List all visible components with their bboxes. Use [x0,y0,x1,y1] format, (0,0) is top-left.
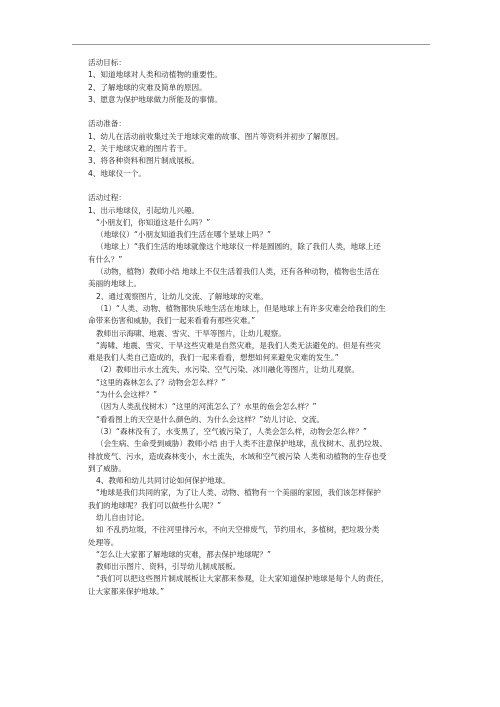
prep-item: 1、幼儿在活动前收集过关于地球灾难的故事、图片等资料并初步了解原因。 [88,131,344,141]
process-line: （动物，植物）教师小结 地球上不仅生活着我们人类，还有各种动物，植物也生活在 [96,267,380,277]
process-line: 教师出示海啸、地震、雪灾、干旱等图片，让幼儿观察。 [96,328,286,338]
process-line: “为什么会这样？” [96,390,158,400]
process-line: （1）“人类、动物、植物都快乐地生活在地球上，但是地球上有许多灾难会给我们的生 [96,303,386,313]
header-rule [72,44,430,45]
process-line: 4、教师和幼儿共同讨论如何保护地球。 [96,476,230,486]
process-line: 排放废气、污水，造成森林变小，水土流失，水域和空气被污染 人类和动植物的生存也受 [88,451,387,461]
goal-item: 1、知道地球对人类和动植物的重要性。 [88,70,222,80]
prep-item: 3、将各种资料和图片制成展板。 [88,156,200,166]
process-line: 到了威胁。 [88,463,126,473]
spacer [88,180,428,192]
spacer [88,106,428,118]
process-line: 如 不乱扔垃圾，不往河里排污水，不向天空排废气，节约用水，多植树，把垃圾分类 [96,525,380,535]
process-line: “怎么让大家都了解地球的灾难，都去保护地球呢？” [96,549,271,559]
process-line: （地球上）“我们生活的地球就像这个地球仪一样是圆圆的，除了我们人类，地球上还 [96,242,381,252]
process-line: “这里的森林怎么了？动物会怎么样？” [96,377,226,387]
process-line: 让大家都来保护地球。” [88,586,165,596]
goals-heading: 活动目标： [88,58,126,67]
process-heading: 活动过程： [88,193,126,203]
process-line: 命带来伤害和威胁，我们一起来看看有那些灾难。” [88,316,256,326]
process-line: 幼儿自由讨论。 [96,512,150,522]
document-body [88,57,428,598]
process-line: “小朋友们，你知道这是什么吗？” [96,217,211,227]
process-line: （2）教师出示水土流失、水污染、空气污染、冰川融化等图片，让幼儿观察。 [96,365,360,375]
process-line: “海啸、地震、雪灾、干旱这些灾难是自然灾难，是我们人类无法避免的。但是有些灾 [96,340,381,350]
process-line: 教师出示图片、资料，引导幼儿制成展板。 [96,562,241,572]
process-line: 难是我们人类自己造成的，我们一起来看看，想想如何来避免灾难的发生。” [88,353,339,363]
goal-item: 3、愿意为保护地球做力所能及的事情。 [88,94,222,104]
prep-item: 2、关于地球灾难的图片若干。 [88,144,192,154]
process-line: （地球仪）“小朋友知道我们生活在哪个星球上吗？” [96,230,271,240]
process-line: （3）“森林没有了，水变黑了，空气被污染了，人类会怎么样，动物会怎么样？” [96,426,367,436]
process-line: “地球是我们共同的家，为了让人类、动物、植物有一个美丽的家园，我们该怎样保护 [96,488,381,498]
process-line: （会生病、生命受到威胁）教师小结 由于人类不注意保护地球，乱伐树木、乱扔垃圾、 [96,439,387,449]
process-line: （因为人类乱伐树木）“这里的河流怎么了？水里的鱼会怎么样？” [96,402,317,412]
process-line: 处理等。 [88,537,119,547]
goal-item: 2、了解地球的灾难及简单的原因。 [88,82,207,92]
process-line: “看看图上的天空是什么颜色的、为什么会这样？”幼儿讨论、交流。 [96,414,325,424]
prep-item: 4、地球仪一个。 [88,168,146,178]
process-line: 1、出示地球仪，引起幼儿兴趣。 [88,205,200,215]
process-line: “我们可以把这些图片制成展板让大家都来参观，让大家知道保护地球是每个人的责任， [96,574,389,584]
process-line: 我们的地球呢？我们可以做些什么呢？” [88,500,222,510]
prep-heading: 活动准备： [88,119,126,129]
process-line: 2、通过观察图片，让幼儿交流、了解地球的灾难。 [96,291,268,301]
process-line: 有什么？” [88,254,123,264]
process-line: 美丽的地球上。 [88,279,142,289]
